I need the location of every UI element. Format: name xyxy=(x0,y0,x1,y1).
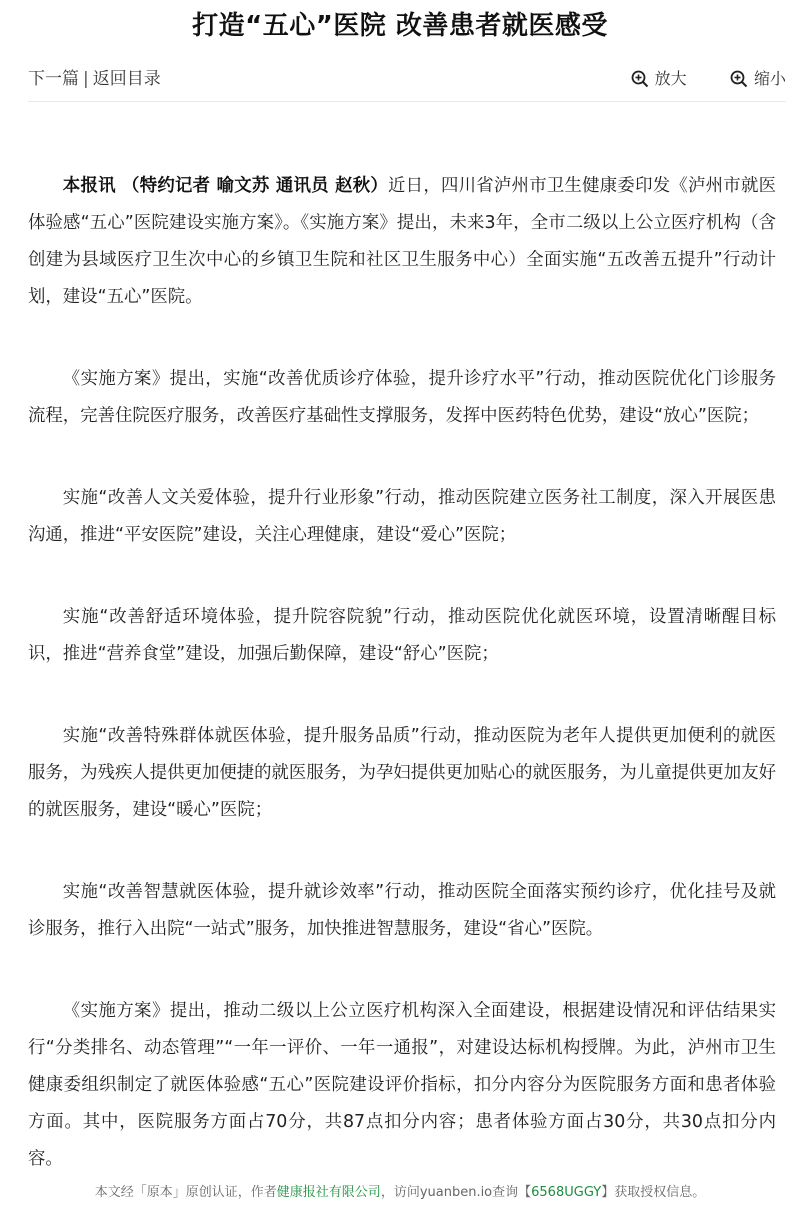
byline: 本报讯 （特约记者 喻文苏 通讯员 赵秋） xyxy=(62,176,389,196)
footer-author-link[interactable]: 健康报社有限公司 xyxy=(276,1185,381,1200)
copyright-footer xyxy=(0,1182,800,1204)
paragraph-4: 实施“改善特殊群体就医体验，提升服务品质”行动，推动医院为老年人提供更加便利的就医服务，为残疾人提供更加便捷的就医服务，为孕妇提供更加贴心的就医服务，为儿童提供更加友好的就医服务，建设“暖心”医院； xyxy=(28,726,776,820)
header-divider xyxy=(28,101,786,102)
zoom-out-label: 缩小 xyxy=(753,69,786,88)
zoom-in-icon xyxy=(631,70,649,88)
zoom-in-button[interactable] xyxy=(631,64,687,94)
footer-suffix: 】获取授权信息。 xyxy=(601,1185,706,1200)
article-title: 打造“五心”医院 改善患者就医感受 xyxy=(192,11,608,41)
zoom-out-button[interactable] xyxy=(730,64,786,94)
back-to-index-link[interactable]: 返回目录 xyxy=(92,69,161,89)
footer-prefix: 本文经「原本」原创认证，作者 xyxy=(94,1185,277,1200)
zoom-out-icon xyxy=(730,70,748,88)
paragraph-1: 《实施方案》提出，实施“改善优质诊疗体验，提升诊疗水平”行动，推动医院优化门诊服务流程，完善住院医疗服务，改善医疗基础性支撑服务，发挥中医药特色优势，建设“放心”医院； xyxy=(28,369,776,426)
paragraph-3: 实施“改善舒适环境体验，提升院容院貌”行动，推动医院优化就医环境，设置清晰醒目标识，推进“营养食堂”建设，加强后勤保障，建设“舒心”医院； xyxy=(28,607,776,664)
zoom-in-label: 放大 xyxy=(654,69,687,88)
next-article-link[interactable]: 下一篇 xyxy=(28,69,79,89)
lead-text: 近日，四川省泸州市卫生健康委印发《泸州市就医体验感“五心”医院建设实施方案》。《实施方案》提出，未来3年，全市二级以上公立医疗机构（含创建为县域医疗卫生次中心的乡镇卫生院和社区卫生服务中心）全面实施“五改善五提升”行动计划，建设“五心”医院。 xyxy=(28,176,776,307)
lead-paragraph xyxy=(28,168,776,316)
article-body xyxy=(28,168,776,1223)
paragraph-5: 实施“改善智慧就医体验，提升就诊效率”行动，推动医院全面落实预约诊疗，优化挂号及就诊服务，推行入出院“一站式”服务，加快推进智慧服务，建设“省心”医院。 xyxy=(28,882,776,939)
paragraph-2: 实施“改善人文关爱体验，提升行业形象”行动，推动医院建立医务社工制度，深入开展医患沟通，推进“平安医院”建设，关注心理健康，建设“爱心”医院； xyxy=(28,488,776,545)
nav-separator: | xyxy=(83,69,89,89)
zoom-controls xyxy=(593,64,786,94)
paragraph-6: 《实施方案》提出，推动二级以上公立医疗机构深入全面建设，根据建设情况和评估结果实行“分类排名、动态管理”“一年一评价、一年一通报”，对建设达标机构授牌。为此，泸州市卫生健康委组织制定了就医体验感“五心”医院建设评价指标，扣分内容分为医院服务方面和患者体验方面。其中，医院服务方面占70分，共87点扣分内容；患者体验方面占30分，共30点扣分内容。 xyxy=(28,1001,776,1169)
footer-middle: ，访问yuanben.io查询【 xyxy=(380,1185,532,1200)
footer-code[interactable]: 6568UGGY xyxy=(531,1185,602,1200)
article-nav xyxy=(28,64,786,94)
